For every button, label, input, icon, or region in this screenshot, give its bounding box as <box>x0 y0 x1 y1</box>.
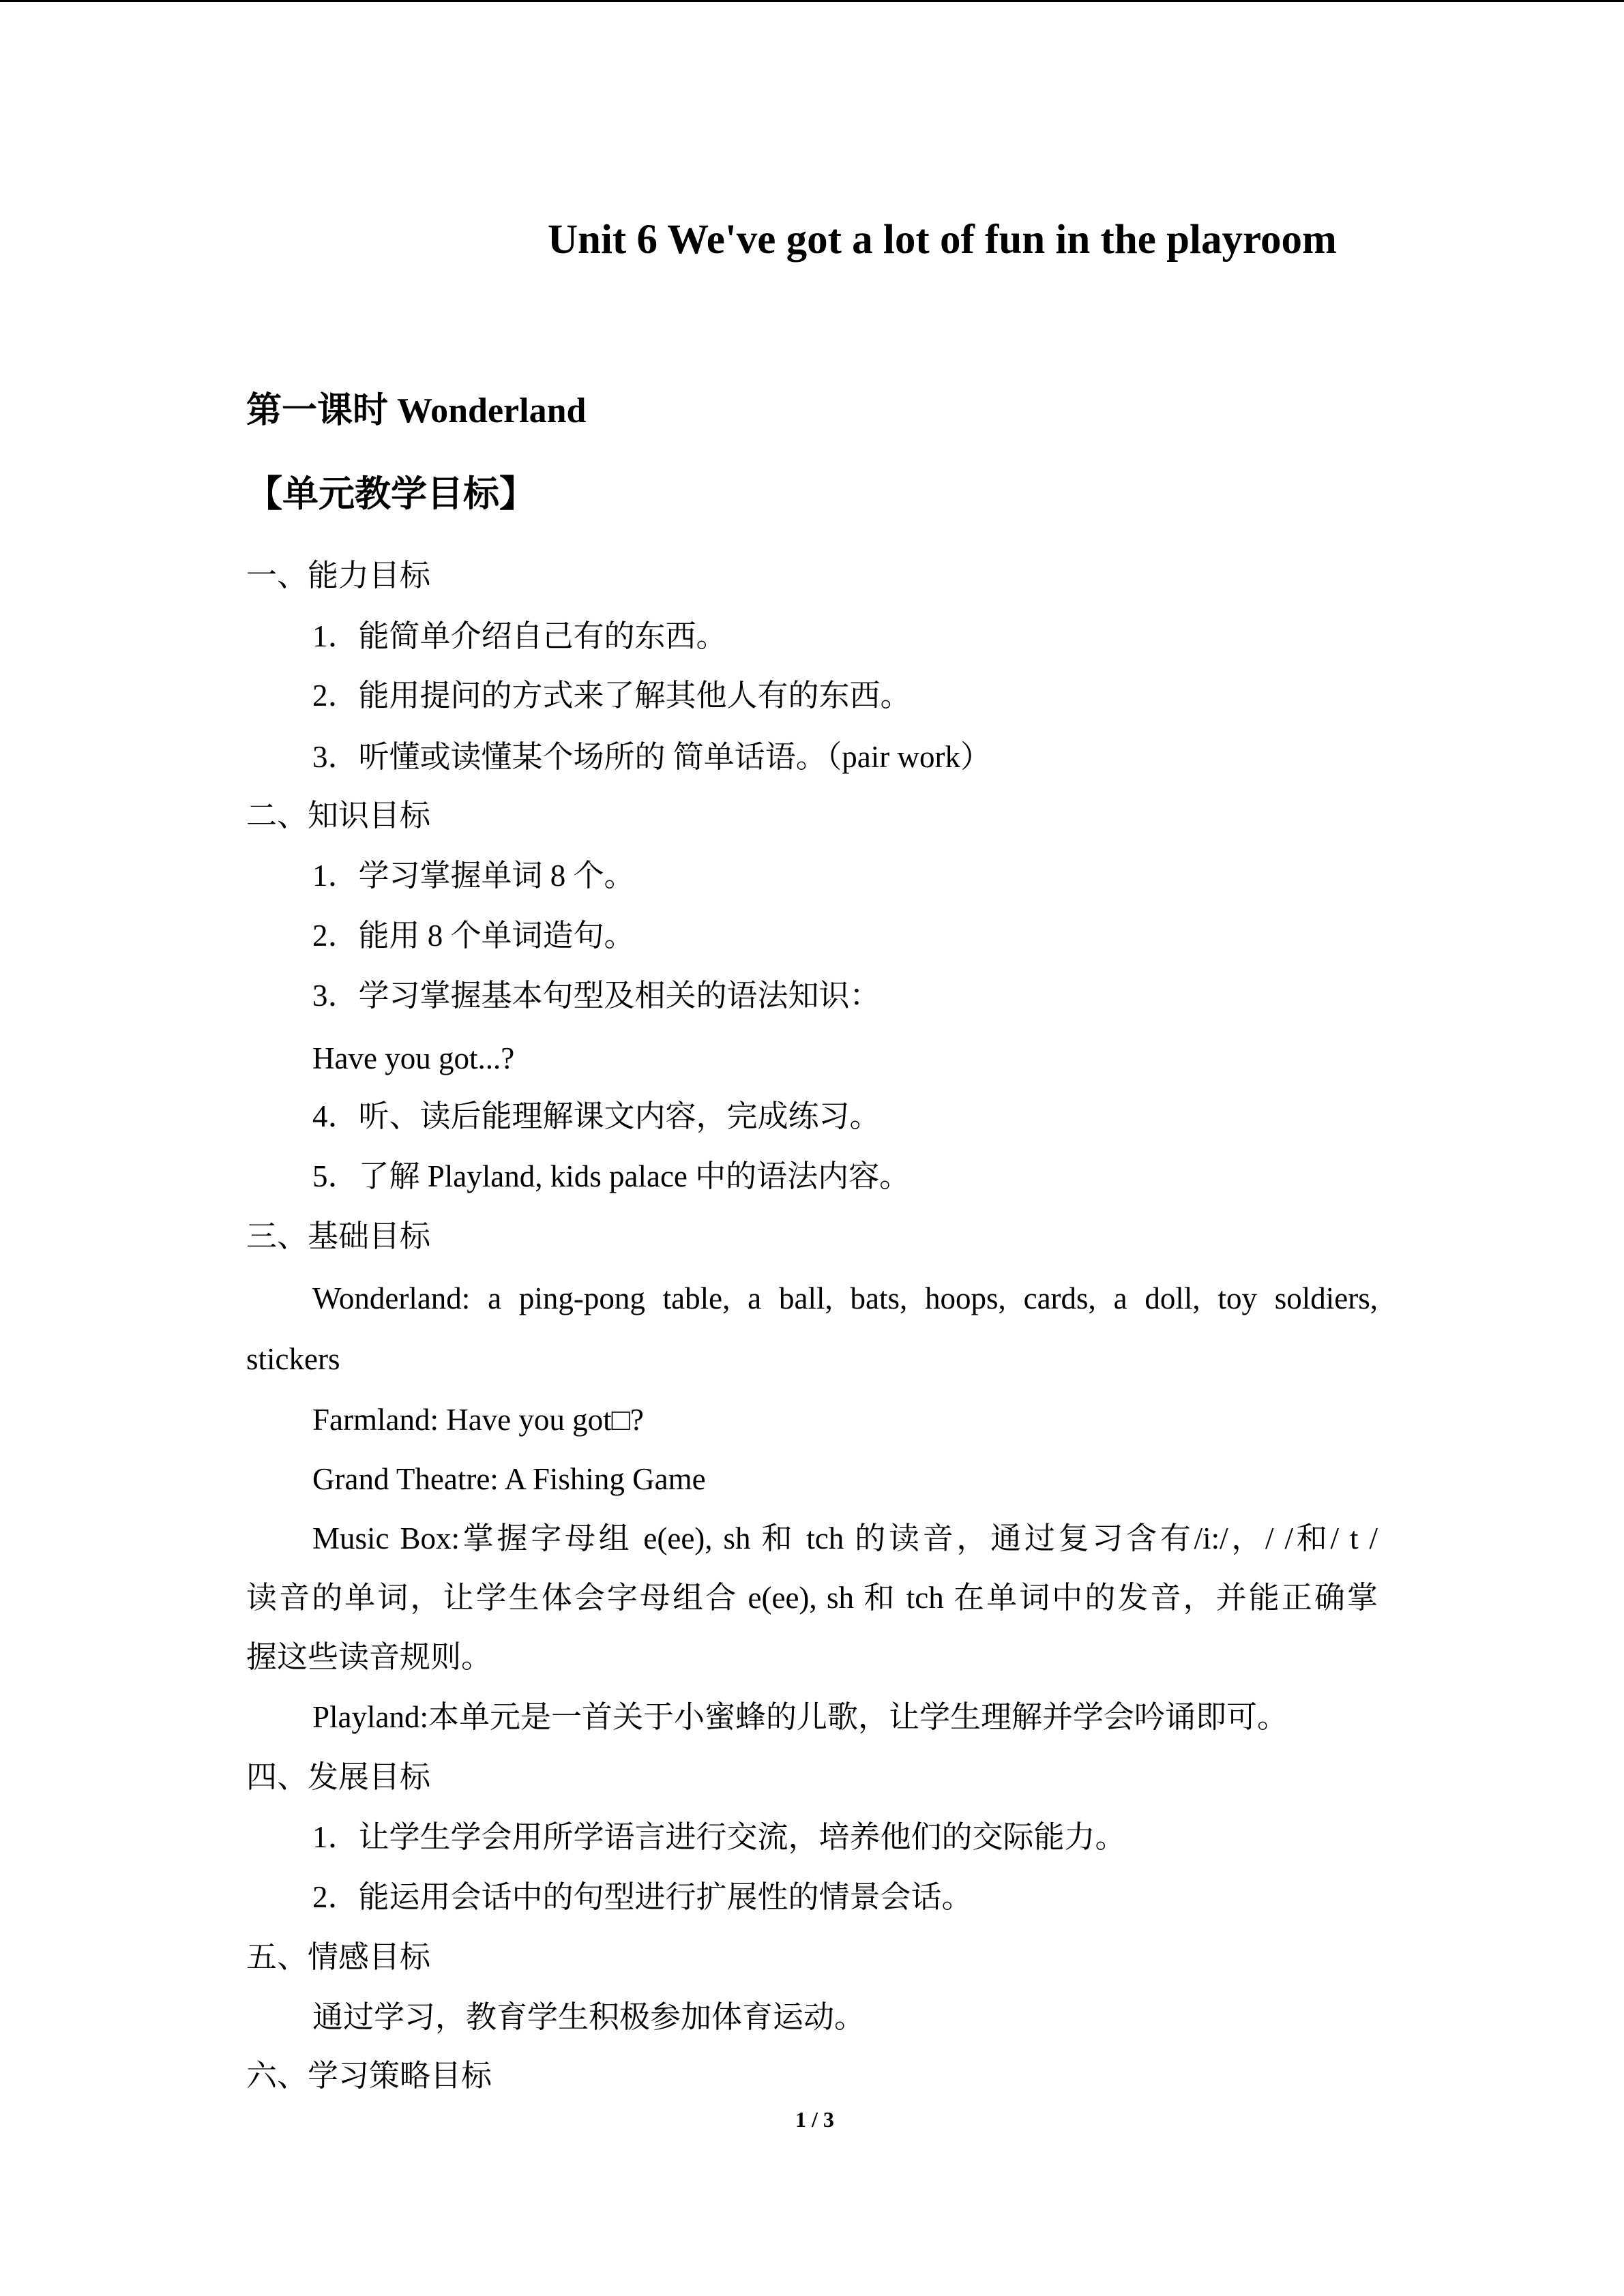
section-heading-development: 四、发展目标 <box>246 1760 431 1794</box>
unit-goals-heading: 【单元教学目标】 <box>246 475 535 514</box>
lesson-heading: 第一课时 Wonderland <box>246 391 587 430</box>
list-item: 3．学习掌握基本句型及相关的语法知识： <box>312 979 881 1013</box>
paragraph-playland: Playland:本单元是一首关于小蜜蜂的儿歌，让学生理解并学会吟诵即可。 <box>312 1700 1288 1734</box>
page-number: 1 / 3 <box>795 2107 834 2132</box>
section-heading-knowledge: 二、知识目标 <box>246 799 431 833</box>
section-heading-strategy: 六、学习策略目标 <box>246 2059 492 2093</box>
list-item: 3．听懂或读懂某个场所的 简单话语。（pair work） <box>312 740 991 774</box>
list-item: 1．学习掌握单词 8 个。 <box>312 859 635 893</box>
list-item: 4．听、读后能理解课文内容，完成练习。 <box>312 1099 881 1133</box>
list-item: 1．能简单介绍自己有的东西。 <box>312 619 727 653</box>
paragraph-wonderland-cont: stickers <box>246 1342 340 1376</box>
list-item: Have you got...? <box>312 1041 515 1075</box>
list-item: 2．能用提问的方式来了解其他人有的东西。 <box>312 679 911 713</box>
section-heading-ability: 一、能力目标 <box>246 558 431 593</box>
page-top-border <box>0 0 1624 2</box>
paragraph-farmland: Farmland: Have you got□? <box>312 1403 644 1437</box>
section-heading-emotion: 五、情感目标 <box>246 1940 431 1974</box>
paragraph-wonderland: Wonderland: a ping-pong table, a ball, bats, hoops, cards, a doll, toy soldiers, <box>312 1281 1378 1315</box>
section-heading-basic: 三、基础目标 <box>246 1219 431 1253</box>
list-item: 1．让学生学会用所学语言进行交流，培养他们的交际能力。 <box>312 1820 1126 1854</box>
list-item: 5．了解 Playland, kids palace 中的语法内容。 <box>312 1159 911 1193</box>
paragraph-music-box: Music Box:掌握字母组 e(ee), sh 和 tch 的读音，通过复习含有/i:/，/ /和/ t / <box>312 1521 1378 1555</box>
paragraph-music-box-end: 握这些读音规则。 <box>246 1640 492 1674</box>
paragraph-grand-theatre: Grand Theatre: A Fishing Game <box>312 1462 706 1496</box>
list-item: 2．能运用会话中的句型进行扩展性的情景会话。 <box>312 1880 973 1914</box>
list-item: 2．能用 8 个单词造句。 <box>312 919 635 953</box>
document-title: Unit 6 We've got a lot of fun in the playroom <box>548 217 1337 263</box>
paragraph-emotion: 通过学习，教育学生积极参加体育运动。 <box>312 2000 866 2034</box>
paragraph-music-box-cont: 读音的单词，让学生体会字母组合 e(ee), sh 和 tch 在单词中的发音，并能正确掌 <box>246 1581 1378 1615</box>
